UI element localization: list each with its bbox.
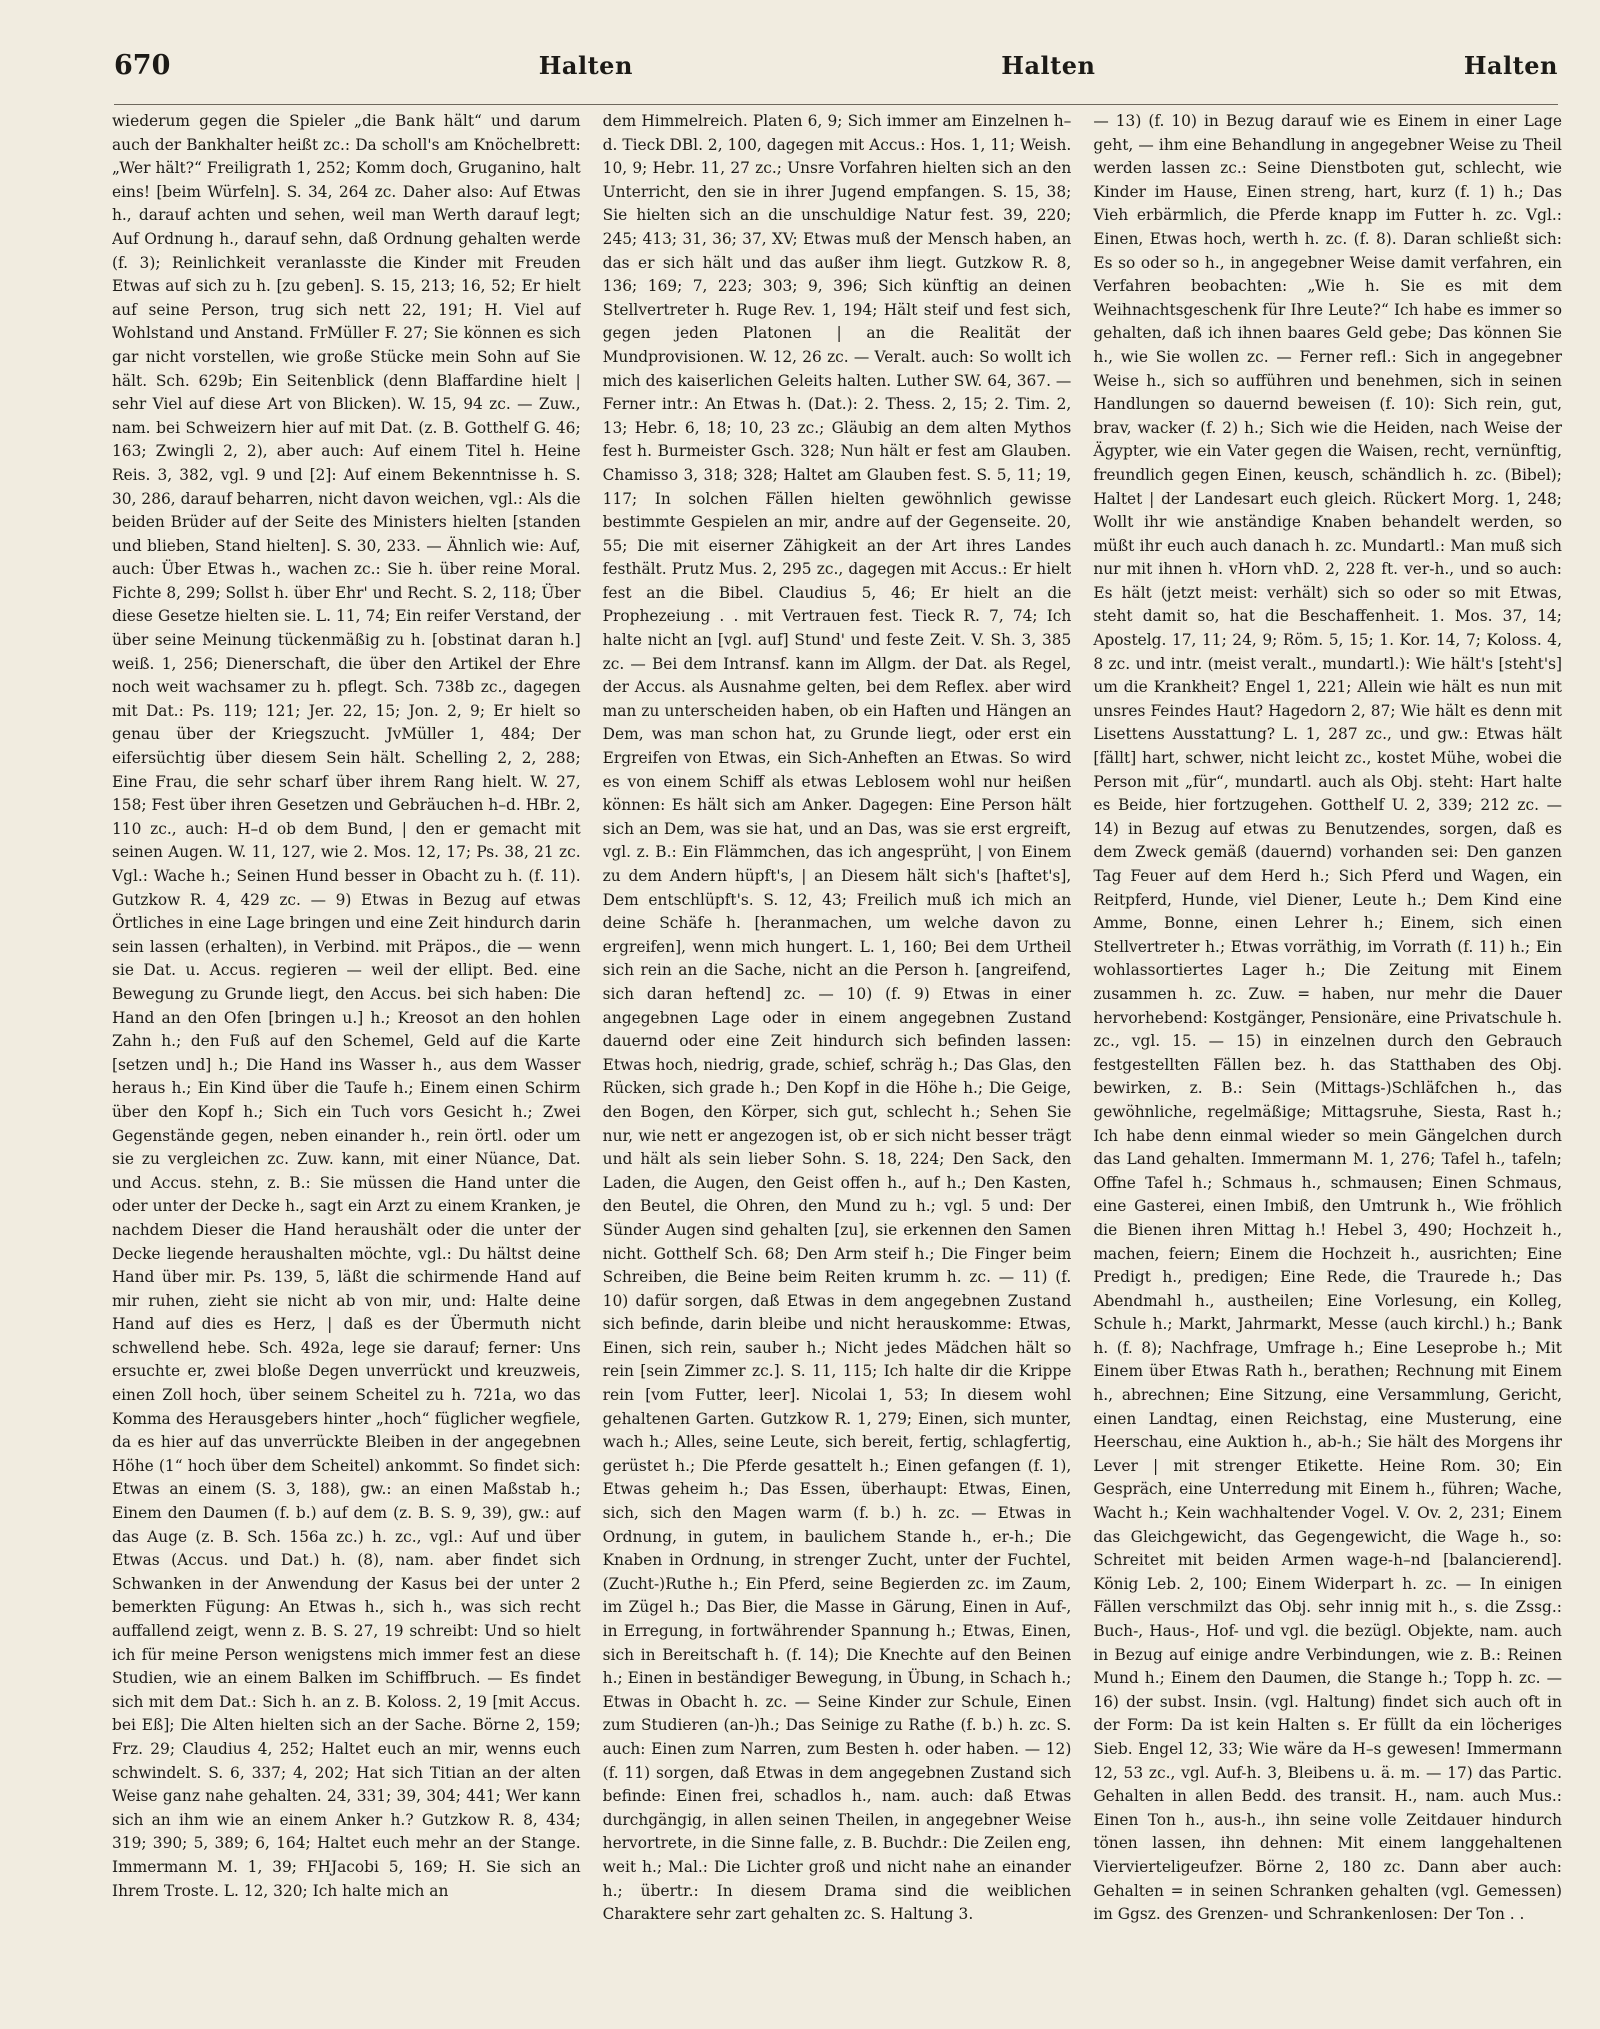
text-columns xyxy=(112,110,1562,1989)
running-headword-left: Halten xyxy=(538,51,633,80)
running-headword-right: Halten xyxy=(1463,51,1558,80)
column-right-text: — 13) (f. 10) in Bezug darauf wie es Einem in einer Lage geht, — ihm eine Behandlung in angegebner Weise zu Theil werden lassen zc.: Seine Dienstboten gut, schlecht, wie Kinder im Hause, Einen streng, hart, kurz (f. 1) h.; Das Vieh erbärmlich, die Pferde knapp im Futter h. zc. Vgl.: Einen, Etwas hoch, werth h. zc. (f. 8). Daran schließt sich: Es so oder so h., in angegebner Weise damit verfahren, ein Verfahren beobachten: „Wie h. Sie es mit dem Weihnachtsgeschenk für Ihre Leute?“ Ich habe es immer so gehalten, daß ich ihnen baares Geld gebe; Das können Sie h., wie Sie wollen zc. — Ferner refl.: Sich in angegebner Weise h., sich so aufführen und benehmen, sich in seinen Handlungen so dauernd beweisen (f. 10): Sich rein, gut, brav, wacker (f. 2) h.; Sich wie die Heiden, nach Weise der Ägypter, wie ein Vater gegen die Waisen, recht, vernünftig, freundlich gegen Einen, keusch, schändlich h. zc. (Bibel); Haltet | der Landesart euch gleich. Rückert Morg. 1, 248; Wollt ihr wie anständige Knaben behandelt werden, so müßt ihr euch auch danach h. zc. Mundartl.: Man muß sich nur mit ihnen h. vHorn vhD. 2, 228 ft. ver-h., und so auch: Es hält (jetzt meist: verhält) sich so oder so mit Etwas, steht damit so, hat die Beschaffenheit. 1. Mos. 37, 14; Apostelg. 17, 11; 24, 9; Röm. 5, 15; 1. Kor. 14, 7; Koloss. 4, 8 zc. und intr. (meist veralt., mundartl.): Wie hält's [steht's] um die Krankheit? Engel 1, 221; Allein wie hält es nun mit unsres Feindes Haut? Hagedorn 2, 87; Wie hält es denn mit Lisettens Ausstattung? L. 1, 287 zc., und gw.: Etwas hält [fällt] hart, schwer, nicht leicht zc., kostet Mühe, wobei die Person mit „für“, mundartl. auch als Obj. steht: Hart halte es Beide, hier fortzugehen. Gotthelf U. 2, 339; 212 zc. — 14) in Bezug auf etwas zu Benutzendes, sorgen, daß es dem Zweck gemäß (dauernd) vorhanden sei: Den ganzen Tag Feuer auf dem Herd h.; Sich Pferd und Wagen, ein Reitpferd, Hunde, viel Diener, Leute h.; Dem Kind eine Amme, Bonne, einen Lehrer h.; Einem, sich einen Stellvertreter h.; Etwas vorräthig, im Vorrath (f. 11) h.; Ein wohlassortiertes Lager h.; Die Zeitung mit Einem zusammen h. zc. Zuw. = haben, nur mehr die Dauer hervorhebend: Kostgänger, Pensionäre, eine Privatschule h. zc., vgl. 15. — 15) in einzelnen durch den Gebrauch festgestellten Fällen bez. h. das Statthaben des Obj. bewirken, z. B.: Sein (Mittags-)Schläfchen h., das gewöhnliche, regelmäßige; Mittagsruhe, Siesta, Rast h.; Ich habe denn einmal wieder so mein Gängelchen durch das Land gehalten. Immermann M. 1, 276; Tafel h., tafeln; Offne Tafel h.; Schmaus h., schmausen; Einen Schmaus, eine Gasterei, einen Imbiß, den Umtrunk h., Wie fröhlich die Bienen ihren Mittag h.! Hebel 3, 490; Hochzeit h., machen, feiern; Einem die Hochzeit h., ausrichten; Eine Predigt h., predigen; Eine Rede, die Traurede h.; Das Abendmahl h., austheilen; Eine Vorlesung, ein Kolleg, Schule h.; Markt, Jahrmarkt, Messe (auch kirchl.) h.; Bank h. (f. 8); Nachfrage, Umfrage h.; Eine Leseprobe h.; Mit Einem über Etwas Rath h., berathen; Rechnung mit Einem h., abrechnen; Eine Sitzung, eine Versammlung, Gericht, einen Landtag, einen Reichstag, eine Musterung, eine Heerschau, eine Auktion h., ab-h.; Sie hält des Morgens ihr Lever | mit strenger Etikette. Heine Rom. 30; Ein Gespräch, eine Unterredung mit Einem h., führen; Wache, Wacht h.; Kein wachhaltender Vogel. V. Ov. 2, 231; Einem das Gleichgewicht, das Gegengewicht, die Wage h., so: Schreitet mit beiden Armen wage-h–nd [balancierend]. König Leb. 2, 100; Einem Widerpart h. zc. — In einigen Fällen verschmilzt das Obj. sehr innig mit h., s. die Zssg.: Buch-, Haus-, Hof- und vgl. die bezügl. Objekte, nam. auch in Bezug auf einige andre Verbindungen, wie z. B.: Reinen Mund h.; Einem den Daumen, die Stange h.; Topp h. zc. — 16) der subst. Insin. (vgl. Haltung) findet sich auch oft in der Form: Da ist kein Halten s. Er füllt da ein löcheriges Sieb. Engel 12, 33; Wie wäre da H–s gewesen! Immermann 12, 53 zc., vgl. Auf-h. 3, Bleibens u. ä. m. — 17) das Partic. Gehalten in allen Bedd. des transit. H., nam. auch Mus.: Einen Ton h., aus-h., ihn seine volle Zeitdauer hindurch tönen lassen, ihn dehnen: Mit einem langgehaltenen Viervierteligeufzer. Börne 2, 180 zc. Dann aber auch: Gehalten = in seinen Schranken gehalten (vgl. Gemessen) im Ggsz. des Grenzen- und Schrankenlosen: Der Ton . . xyxy=(1093,112,1562,1924)
column-middle xyxy=(603,110,1072,1989)
column-left xyxy=(112,110,581,1989)
column-left-text: wiederum gegen die Spieler „die Bank hält“ und darum auch der Bankhalter heißt zc.: Da scholl's am Knöchelbrett: „Wer hält?“ Freiligrath 1, 252; Komm doch, Gruganino, halt eins! [beim Würfeln]. S. 34, 264 zc. Daher also: Auf Etwas h., darauf achten und sehen, weil man Werth darauf legt; Auf Ordnung h., darauf sehn, daß Ordnung gehalten werde (f. 3); Reinlichkeit veranlasste die Kinder mit Freuden Etwas auf sich zu h. [zu geben]. S. 15, 213; 16, 52; Er hielt auf seine Person, trug sich nett 22, 191; H. Viel auf Wohlstand und Anstand. FrMüller F. 27; Sie können es sich gar nicht vorstellen, wie große Stücke mein Sohn auf Sie hält. Sch. 629b; Ein Seitenblick (denn Blaffardine hielt | sehr Viel auf diese Art von Blicken). W. 15, 94 zc. — Zuw., nam. bei Schweizern hier auf mit Dat. (z. B. Gotthelf G. 46; 163; Zwingli 2, 2), aber auch: Auf einem Titel h. Heine Reis. 3, 382, vgl. 9 und [2]: Auf einem Bekenntnisse h. S. 30, 286, darauf beharren, nicht davon weichen, vgl.: Als die beiden Brüder auf der Seite des Ministers hielten [standen und blieben, Stand hielten]. S. 30, 233. — Ähnlich wie: Auf, auch: Über Etwas h., wachen zc.: Sie h. über reine Moral. Fichte 8, 299; Sollst h. über Ehr' und Recht. S. 2, 118; Über diese Gesetze hielten sie. L. 11, 74; Ein reifer Verstand, der über seine Meinung tückenmäßig zu h. [obstinat daran h.] weiß. 1, 256; Dienerschaft, die über den Artikel der Ehre noch weit wachsamer zu h. pflegt. Sch. 738b zc., dagegen mit Dat.: Ps. 119; 121; Jer. 22, 15; Jon. 2, 9; Er hielt so genau über der Kriegszucht. JvMüller 1, 484; Der eifersüchtig über diesem Sein hält. Schelling 2, 2, 288; Eine Frau, die sehr scharf über ihrem Rang hielt. W. 27, 158; Fest über ihren Gesetzen und Gebräuchen h–d. HBr. 2, 110 zc., auch: H–d ob dem Bund, | den er gemacht mit seinen Augen. W. 11, 127, wie 2. Mos. 12, 17; Ps. 38, 21 zc. Vgl.: Wache h.; Seinen Hund besser in Obacht zu h. (f. 11). Gutzkow R. 4, 429 zc. — 9) Etwas in Bezug auf etwas Örtliches in eine Lage bringen und eine Zeit hindurch darin sein lassen (erhalten), in Verbind. mit Präpos., die — wenn sie Dat. u. Accus. regieren — weil der ellipt. Bed. eine Bewegung zu Grunde liegt, den Accus. bei sich haben: Die Hand an den Ofen [bringen u.] h.; Kreosot an den hohlen Zahn h.; den Fuß auf den Schemel, Geld auf die Karte [setzen und] h.; Die Hand ins Wasser h., aus dem Wasser heraus h.; Ein Kind über die Taufe h.; Einem einen Schirm über den Kopf h.; Sich ein Tuch vors Gesicht h.; Zwei Gegenstände gegen, neben einander h., rein örtl. oder um sie zu vergleichen zc. Zuw. kann, mit einer Nüance, Dat. und Accus. stehn, z. B.: Sie müssen die Hand unter die oder unter der Decke h., sagt ein Arzt zu einem Kranken, je nachdem Dieser die Hand heraushält oder die unter der Decke liegende heraushalten möchte, vgl.: Du hältst deine Hand über mir. Ps. 139, 5, läßt die schirmende Hand auf mir ruhen, zieht sie nicht ab von mir, und: Halte deine Hand auf dies es Herz, | daß es der Übermuth nicht schwellend hebe. Sch. 492a, lege sie darauf; ferner: Uns ersuchte er, zwei bloße Degen unverrückt und kreuzweis, einen Zoll hoch, über seinem Scheitel zu h. 721a, wo das Komma des Herausgebers hinter „hoch“ füglicher wegfiele, da es hier auf das unverrückte Bleiben in der angegebnen Höhe (1“ hoch über dem Scheitel) ankommt. So findet sich: Etwas an einem (S. 3, 188), gw.: an einen Maßstab h.; Einem den Daumen (f. b.) auf dem (z. B. S. 9, 39), gw.: auf das Auge (z. B. Sch. 156a zc.) h. zc., vgl.: Auf und über Etwas (Accus. und Dat.) h. (8), nam. aber findet sich Schwanken in der Anwendung der Kasus bei der unter 2 bemerkten Fügung: An Etwas h., sich h., was sich recht auffallend zeigt, wenn z. B. S. 27, 19 schreibt: Und so hielt ich für meine Person wenigstens mich immer fest an diese Studien, wie an einem Balken im Schiffbruch. — Es findet sich mit dem Dat.: Sich h. an z. B. Koloss. 2, 19 [mit Accus. bei Eß]; Die Alten hielten sich an der Sache. Börne 2, 159; Frz. 29; Claudius 4, 252; Haltet euch an mir, wenns euch schwindelt. S. 6, 337; 4, 202; Hat sich Titian an der alten Weise ganz nahe gehalten. 24, 331; 39, 304; 441; Wer kann sich an ihm wie an einem Anker h.? Gutzkow R. 8, 434; 319; 390; 5, 389; 6, 164; Haltet euch mehr an der Stange. Immermann M. 1, 39; FHJacobi 5, 169; H. Sie sich an Ihrem Troste. L. 12, 320; Ich halte mich an xyxy=(112,112,581,1900)
column-right xyxy=(1093,110,1562,1989)
column-middle-text: dem Himmelreich. Platen 6, 9; Sich immer am Einzelnen h–d. Tieck DBl. 2, 100, dagegen mit Accus.: Hos. 1, 11; Weish. 10, 9; Hebr. 11, 27 zc.; Unsre Vorfahren hielten sich an den Unterricht, den sie in ihrer Jugend empfangen. S. 15, 38; Sie hielten sich an die unschuldige Natur fest. 39, 220; 245; 413; 31, 36; 37, XV; Etwas muß der Mensch haben, an das er sich hält und das außer ihm liegt. Gutzkow R. 8, 136; 169; 7, 223; 303; 9, 396; Sich künftig an deinen Stellvertreter h. Ruge Rev. 1, 194; Hält steif und fest sich, gegen jeden Platonen | an die Realität der Mundprovisionen. W. 12, 26 zc. — Veralt. auch: So wollt ich mich des kaiserlichen Geleits halten. Luther SW. 64, 367. — Ferner intr.: An Etwas h. (Dat.): 2. Thess. 2, 15; 2. Tim. 2, 13; Hebr. 6, 18; 10, 23 zc.; Gläubig an dem alten Mythos fest h. Burmeister Gsch. 328; Nun hält er fest am Glauben. Chamisso 3, 318; 328; Haltet am Glauben fest. S. 5, 11; 19, 117; In solchen Fällen hielten gewöhnlich gewisse bestimmte Gespielen an mir, andre auf der Gegenseite. 20, 55; Die mit eiserner Zähigkeit an der Art ihres Landes festhält. Prutz Mus. 2, 295 zc., dagegen mit Accus.: Er hielt fest an die Bibel. Claudius 5, 46; Er hielt an die Prophezeiung . . mit Vertrauen fest. Tieck R. 7, 74; Ich halte nicht an [vgl. auf] Stund' und feste Zeit. V. Sh. 3, 385 zc. — Bei dem Intransf. kann im Allgm. der Dat. als Regel, der Accus. als Ausnahme gelten, bei dem Reflex. aber wird man zu unterscheiden haben, ob ein Haften und Hängen an Dem, was man schon hat, zu Grunde liegt, oder erst ein Ergreifen von Etwas, ein Sich-Anheften an Etwas. So wird es von einem Schiff als etwas Leblosem wohl nur heißen können: Es hält sich am Anker. Dagegen: Eine Person hält sich an Dem, was sie hat, und an Das, was sie erst ergreift, vgl. z. B.: Ein Flämmchen, das ich angesprüht, | von Einem zu dem Andern hüpft's, | an Diesem hält sich's [haftet's], Dem entschlüpft's. S. 12, 43; Freilich muß ich mich an deine Schäfe h. [heranmachen, um welche davon zu ergreifen], wenn mich hungert. L. 1, 160; Bei dem Urtheil sich rein an die Sache, nicht an die Person h. [angreifend, sich daran heftend] zc. — 10) (f. 9) Etwas in einer angegebnen Lage oder in einem angegebnen Zustand dauernd oder eine Zeit hindurch sich befinden lassen: Etwas hoch, niedrig, grade, schief, schräg h.; Das Glas, den Rücken, sich grade h.; Den Kopf in die Höhe h.; Die Geige, den Bogen, den Körper, sich gut, schlecht h.; Sehen Sie nur, wie nett er angezogen ist, ob er sich nicht besser trägt und hält als sein lieber Sohn. S. 18, 224; Den Sack, den Laden, die Augen, den Geist offen h., auf h.; Den Kasten, den Beutel, die Ohren, den Mund zu h.; vgl. 5 und: Der Sünder Augen sind gehalten [zu], sie erkennen den Samen nicht. Gotthelf Sch. 68; Den Arm steif h.; Die Finger beim Schreiben, die Beine beim Reiten krumm h. zc. — 11) (f. 10) dafür sorgen, daß Etwas in dem angegebnen Zustand sich befinde, darin bleibe und nicht herauskomme: Etwas, Einen, sich rein, sauber h.; Nicht jedes Mädchen hält so rein [sein Zimmer zc.]. S. 11, 115; Ich halte dir die Krippe rein [vom Futter, leer]. Nicolai 1, 53; In diesem wohl gehaltenen Garten. Gutzkow R. 1, 279; Einen, sich munter, wach h.; Alles, seine Leute, sich bereit, fertig, schlagfertig, gerüstet h.; Die Pferde gesattelt h.; Einen gefangen (f. 1), Etwas geheim h.; Das Essen, überhaupt: Etwas, Einen, sich, sich den Magen warm (f. b.) h. zc. — Etwas in Ordnung, in gutem, in baulichem Stande h., er-h.; Die Knaben in Ordnung, in strenger Zucht, unter der Fuchtel, (Zucht-)Ruthe h.; Ein Pferd, seine Begierden zc. im Zaum, im Zügel h.; Das Bier, die Masse in Gärung, Einen in Auf-, in Erregung, in fortwährender Spannung h.; Etwas, Einen, sich in Bereitschaft h. (f. 14); Die Knechte auf den Beinen h.; Einen in beständiger Bewegung, in Übung, in Schach h.; Etwas in Obacht h. zc. — Seine Kinder zur Schule, Einen zum Studieren (an-)h.; Das Seinige zu Rathe (f. b.) h. zc. S. auch: Einen zum Narren, zum Besten h. oder haben. — 12) (f. 11) sorgen, daß Etwas in dem angegebnen Zustand sich befinde: Einen frei, schadlos h., nam. auch: daß Etwas durchgängig, in allen seinen Theilen, in angegebner Weise hervortrete, in die Sinne falle, z. B. Buchdr.: Die Zeilen eng, weit h.; Mal.: Die Lichter groß und nicht nahe an einander h.; übertr.: In diesem Drama sind die weiblichen Charaktere sehr zart gehalten zc. S. Haltung 3. xyxy=(602,112,1072,1924)
page-header xyxy=(114,50,1558,105)
running-headword-center: Halten xyxy=(1001,51,1096,80)
page-number: 670 xyxy=(114,50,171,81)
